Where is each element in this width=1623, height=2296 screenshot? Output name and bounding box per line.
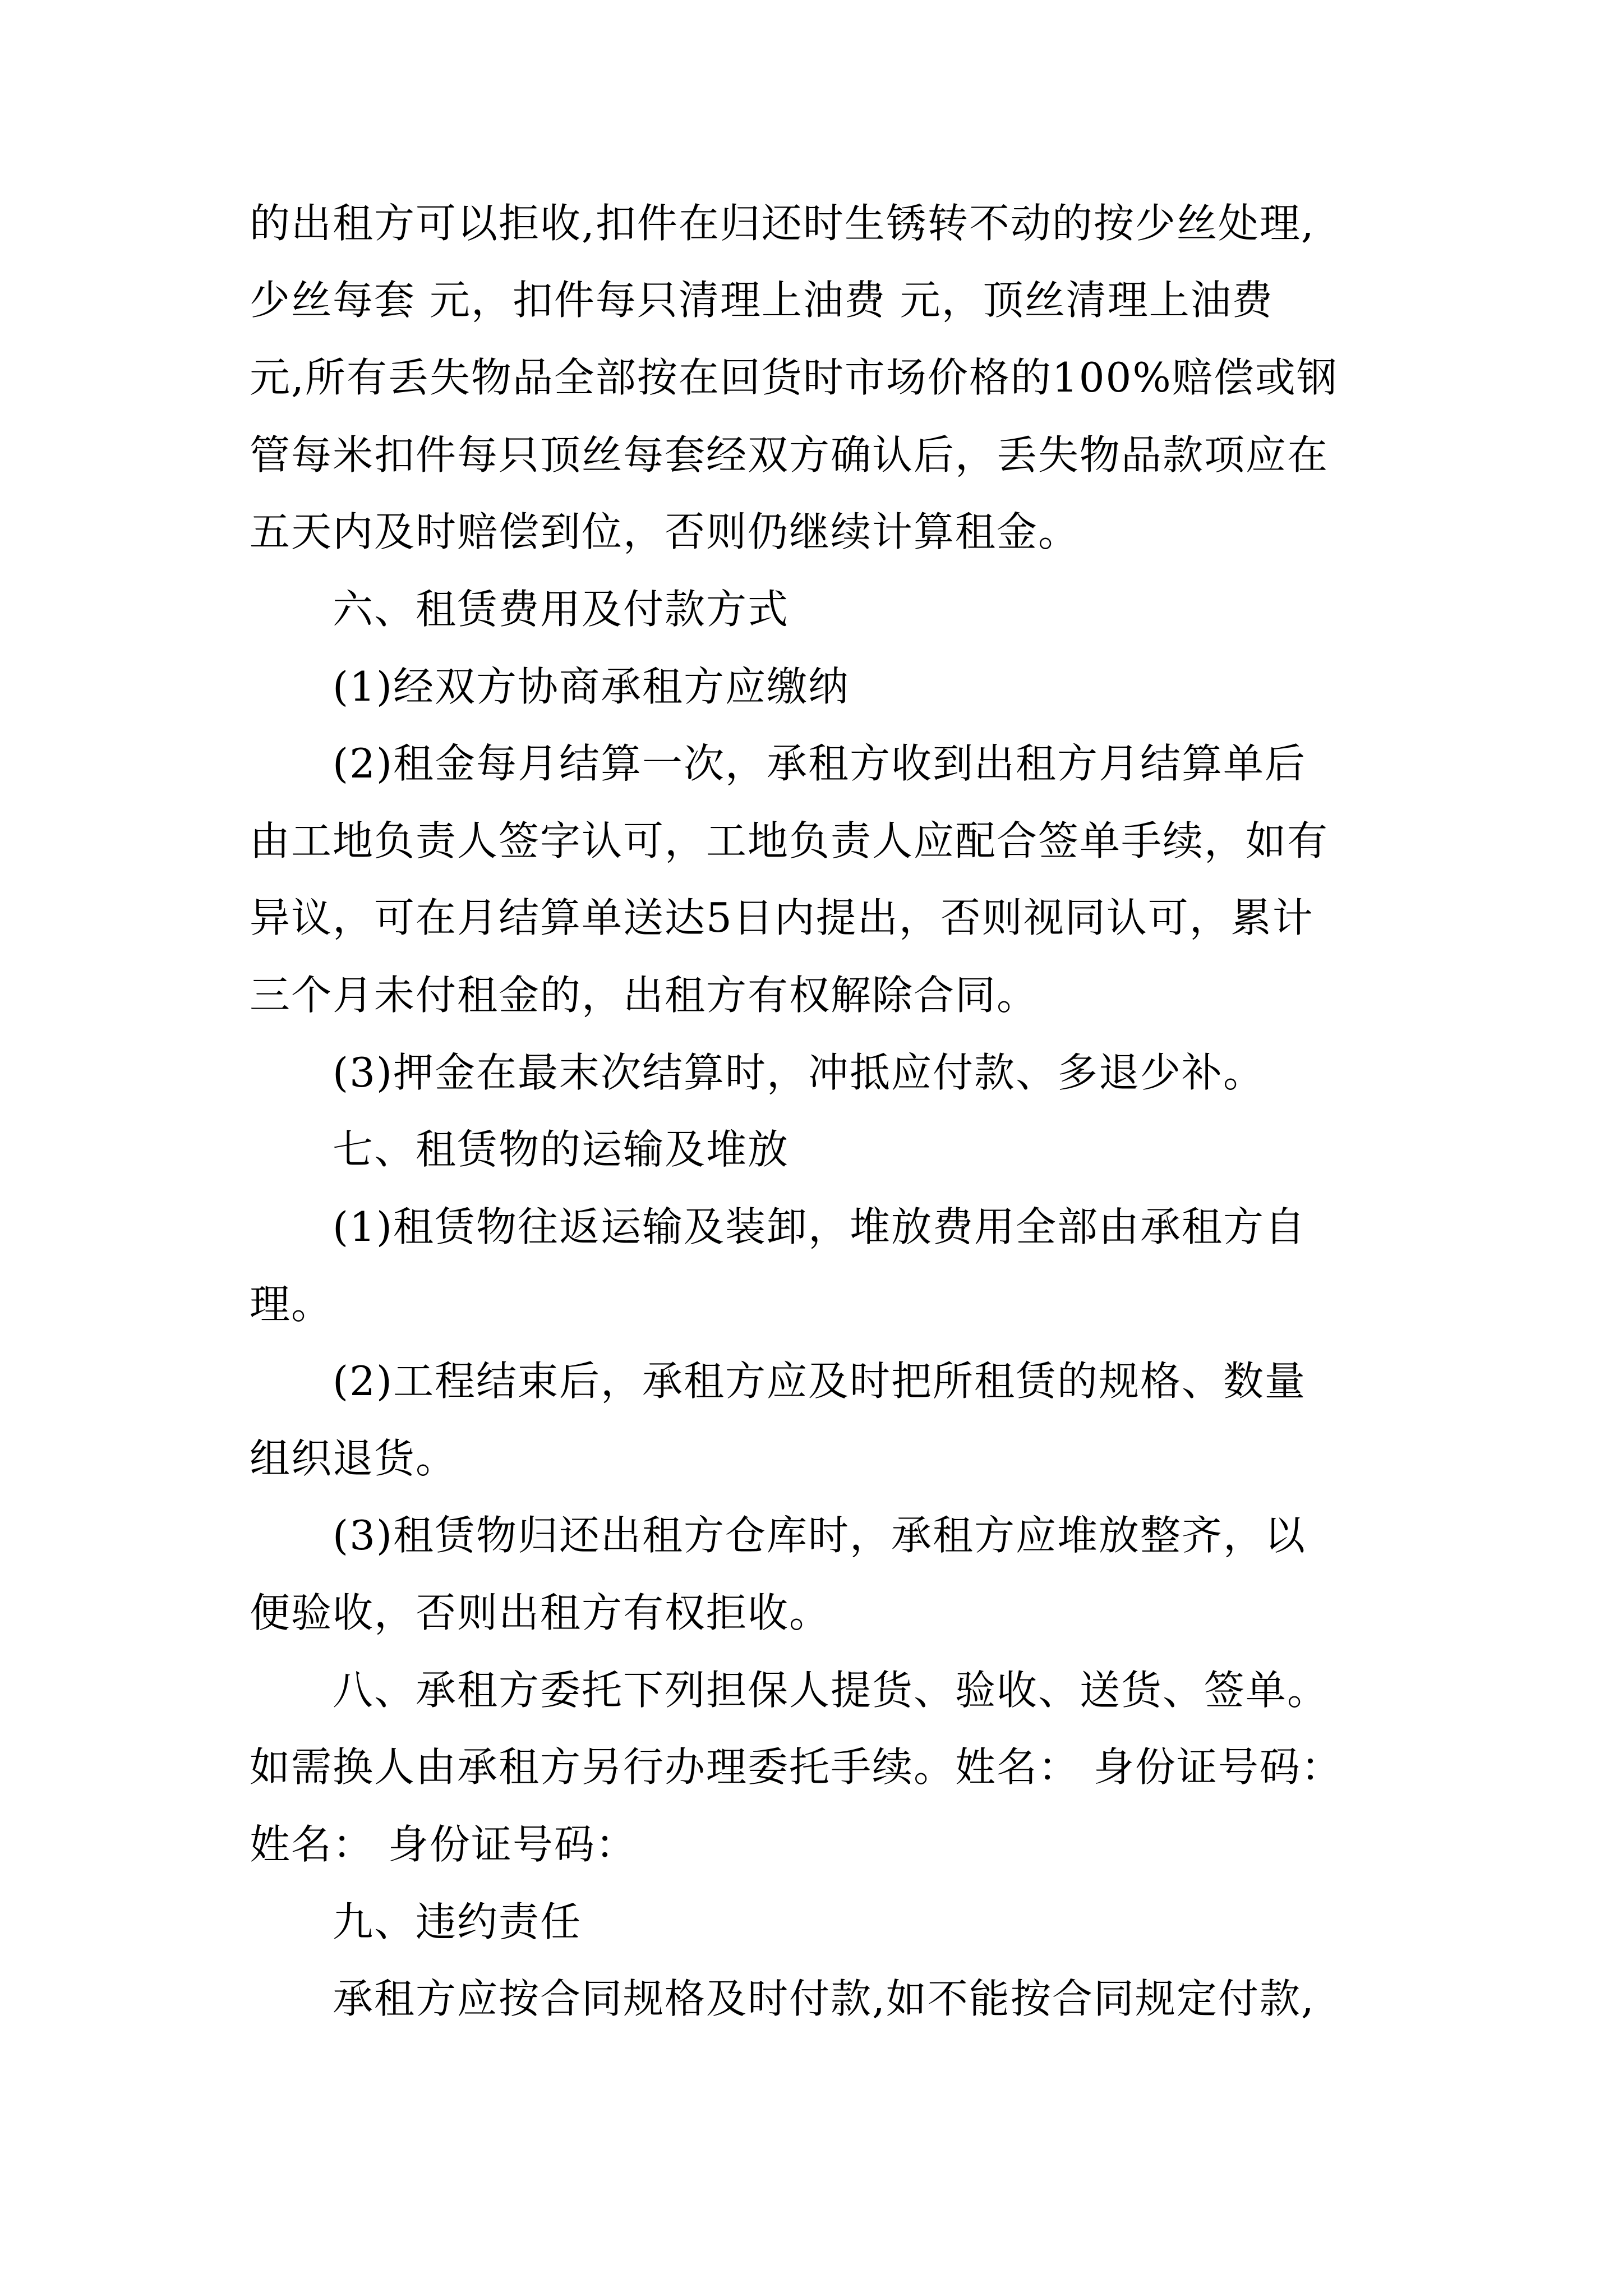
paragraph-line: 元,所有丢失物品全部按在回货时市场价格的100%赔偿或钢 [250,354,1338,401]
paragraph-line: 由工地负责人签字认可，工地负责人应配合签单手续，如有 [250,817,1329,864]
paragraph-line: (2)工程结束后，承租方应及时把所租赁的规格、数量 [333,1358,1306,1405]
paragraph-line: 异议，可在月结算单送达5日内提出，否则视同认可，累计 [250,894,1314,941]
section-heading: 八、承租方委托下列担保人提货、验收、送货、签单。 [333,1667,1329,1714]
paragraph-line: 三个月未付租金的，出租方有权解除合同。 [250,972,1039,1019]
paragraph-line: 管每米扣件每只顶丝每套经双方确认后，丢失物品款项应在 [250,431,1329,478]
paragraph-line: 承租方应按合同规格及时付款,如不能按合同规定付款, [333,1975,1315,2022]
paragraph-line: 如需换人由承租方另行办理委托手续。姓名： 身份证号码： [250,1743,1343,1791]
paragraph-line: 的出租方可以拒收,扣件在归还时生锈转不动的按少丝处理, [250,200,1315,247]
paragraph-line: 组织退货。 [250,1435,458,1482]
section-heading: 六、租赁费用及付款方式 [333,586,790,633]
paragraph-line: 少丝每套 元，扣件每只清理上油费 元，顶丝清理上油费 [250,277,1274,324]
paragraph-line: (3)押金在最末次结算时，冲抵应付款、多退少补。 [333,1049,1265,1096]
paragraph-line: (1)租赁物往返运输及装卸，堆放费用全部由承租方自 [333,1203,1306,1250]
paragraph-line: 便验收，否则出租方有权拒收。 [250,1589,831,1636]
paragraph-line: (2)租金每月结算一次，承租方收到出租方月结算单后 [333,740,1306,787]
section-heading: 七、租赁物的运输及堆放 [333,1126,790,1173]
section-heading: 九、违约责任 [333,1898,582,1945]
paragraph-line: 姓名： 身份证号码： [250,1821,637,1868]
paragraph-line: 理。 [250,1281,333,1328]
paragraph-line: (3)租赁物归还出租方仓库时，承租方应堆放整齐，以 [333,1512,1306,1559]
paragraph-line: (1)经双方协商承租方应缴纳 [333,663,850,710]
paragraph-line: 五天内及时赔偿到位，否则仍继续计算租金。 [250,508,1080,555]
